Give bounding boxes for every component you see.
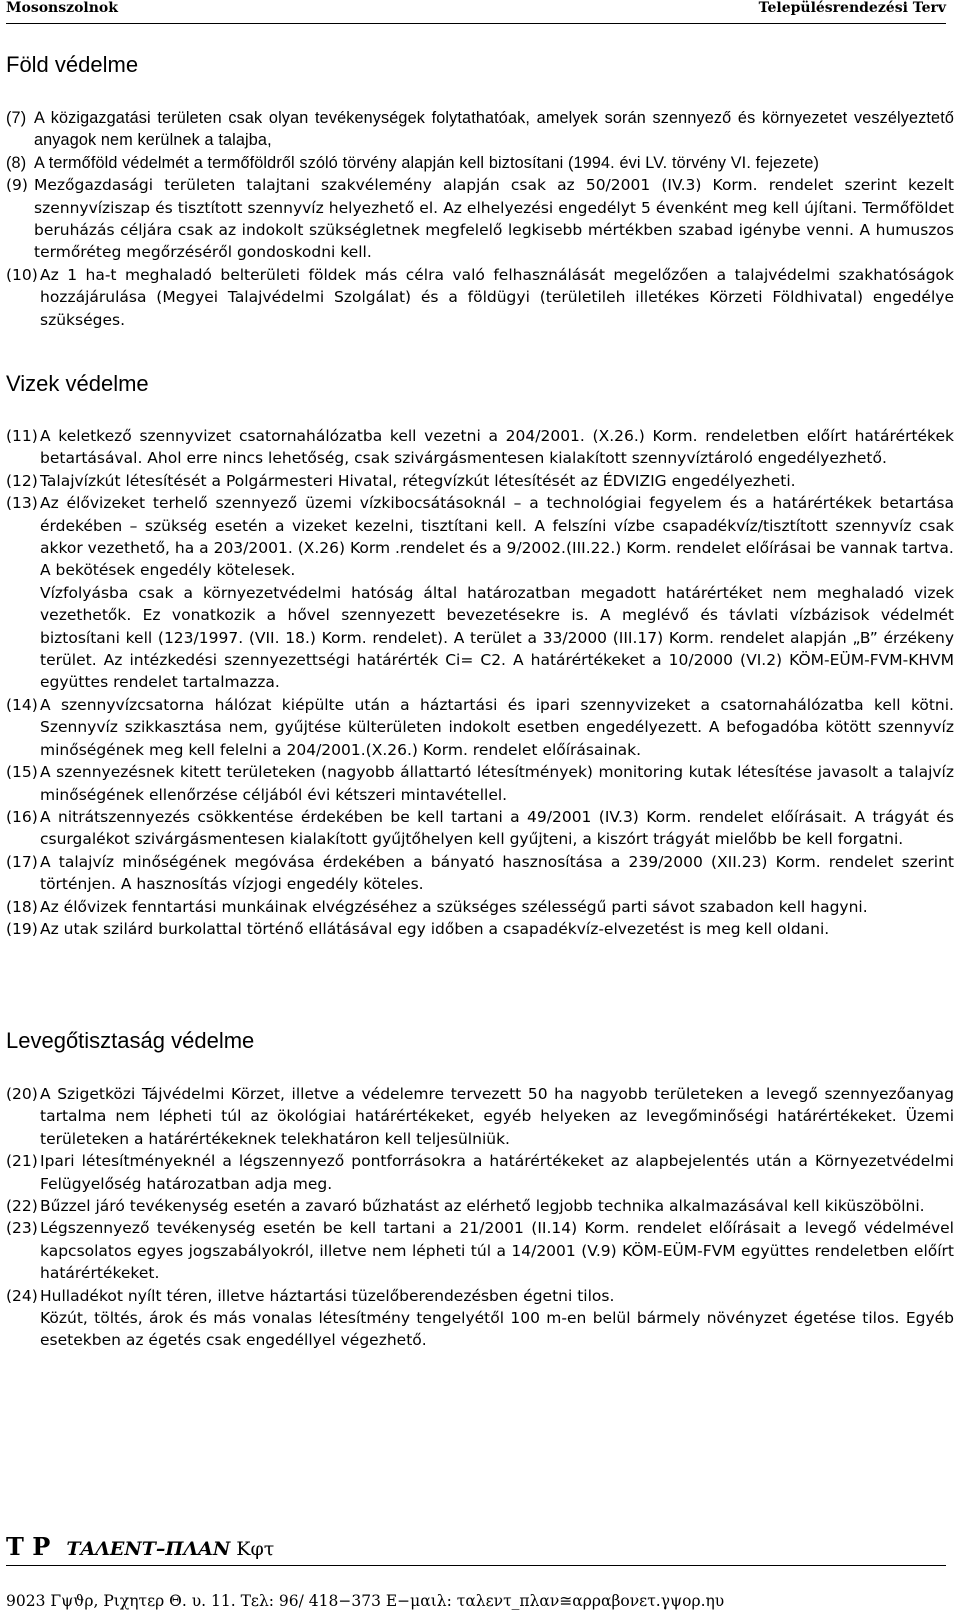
- item-text: Talajvízkút létesítését a Polgármesteri Hivatal, rétegvízkút létesítését az ÉDVIZIG engedélyezheti.: [40, 471, 796, 490]
- list-item: [6, 1285, 954, 1307]
- list-item: [6, 152, 954, 174]
- list-item: [6, 1217, 954, 1284]
- item-number: (14): [6, 695, 38, 714]
- item-number: (18): [6, 897, 38, 916]
- list-item-continuation: Vízfolyásba csak a környezetvédelmi hatóság által határozatban megadott határértéket nem meghaladó vizek vezethetők. Ez vonatkozik a hővel szennyezett bevezetésekre is. A meglévő és távlati vízbázisok védelmét biztosítani kell (123/1997. (VII. 18.) Korm. rendelet). A terület a 33/2000 (III.17) Korm. rendelet alapján „B” érzékeny terület. Az intézkedési szennyezettségi határérték Ci= C2. A határértékeket a 10/2000 (VI.2) KÖM-EÜM-FVM-KHVM együttes rendelet tartalmazza.: [40, 583, 954, 692]
- item-text: Hulladékot nyílt téren, illetve háztartási tüzelőberendezésben égetni tilos.: [40, 1286, 615, 1305]
- item-number: (24): [6, 1286, 38, 1305]
- list-item: [6, 694, 954, 761]
- list-item: [6, 264, 954, 331]
- footer-divider: [6, 1565, 946, 1566]
- item-text: A közigazgatási területen csak olyan tevékenységek folytathatóak, amelyek során szennyező és környezetet veszélyeztető anyagok nem kerülnek a talajba,: [34, 109, 954, 150]
- list-item: [6, 174, 954, 264]
- item-text: Az 1 ha-t meghaladó belterületi földek más célra való felhasználását megelőzően a talajvédelmi szakhatóságok hozzájárulása (Megyei Talajvédelmi Szolgálat) és a földügyi (területileh illetékes Körzeti Földhivatal) engedélye szükséges.: [40, 265, 954, 329]
- list-item: [6, 806, 954, 851]
- item-text: Az élővizeket terhelő szennyező üzemi vízkibocsátásoknál – a technológiai fegyelem és a határértékek betartása érdekében – szükség esetén a vizeket kezelni, tisztítani kell. A felszíni vízbe csapadékvíz/tisztított szennyvíz csak akkor vezethető, ha a 203/2001. (X.26) Korm .rendelet és a 9/2002.(III.22.) Korm. rendelet előírásai be vannak tartva.: [40, 494, 954, 558]
- footer-address: 9023 Γψϑρ, Ριχητερ Θ. υ. 11. Τελ: 96/ 418−373 Ε−μαιλ: ταλεντ_πλαν≅αρραβονετ.γψορ.ηυ: [6, 1592, 725, 1610]
- item-text: Bűzzel járó tevékenység esetén a zavaró bűzhatást az elérhető legjobb technika alkalmazásával kell kiküszöbölni.: [40, 1197, 925, 1216]
- page-header: [6, 0, 946, 20]
- item-number: (17): [6, 852, 38, 871]
- list-item: [6, 851, 954, 896]
- item-text: A termőföld védelmét a termőföldről szóló törvény alapján kell biztosítani (1994. évi LV. törvény VI. fejezete): [34, 153, 820, 172]
- item-text: Ipari létesítményeknél a légszennyező pontforrásokra a határértékeket az alapbejelentés után a Környezetvédelmi Felügyelőség határozatban adja meg.: [40, 1152, 954, 1193]
- item-number: (19): [6, 919, 38, 938]
- item-number: (23): [6, 1219, 38, 1238]
- item-number: (9): [6, 176, 28, 195]
- header-divider: [6, 23, 946, 24]
- list-item: [6, 470, 954, 492]
- logo-company-name: ΤΑΛΕΝΤ–ΠΛΑΝ: [66, 1538, 231, 1560]
- item-text: A Szigetközi Tájvédelmi Körzet, illetve a védelemre tervezett 50 ha nagyobb területeken a levegő szennyezőanyag tartalma nem lépheti túl az ökológiai határértékeket, egyéb helyeken az levegőminőségi határértékeket. Üzemi területeken a határértékeknek telekhatáron kell teljesülniük.: [40, 1085, 954, 1148]
- list-item: [6, 896, 954, 918]
- item-text: Légszennyező tevékenység esetén be kell tartani a 21/2001 (II.14) Korm. rendelet előírásait a levegő védelmével kapcsolatos egyes jogszabályokról, illetve nem lépheti túl a 14/2001 (V.9) KÖM-EÜM-FVM együttes rendeletben előírt határértékeket.: [40, 1219, 954, 1283]
- item-text: Az élővizek fenntartási munkáinak elvégzéséhez a szükséges szélességű parti sávot szabadon kell hagyni.: [40, 897, 868, 916]
- header-municipality: Mosonszolnok: [6, 0, 118, 16]
- list-item: [6, 492, 954, 559]
- section-title-viz: Vizek védelme: [6, 371, 149, 396]
- footer-company-logo: [6, 1532, 274, 1561]
- item-number: (10): [6, 265, 38, 284]
- item-number: (22): [6, 1197, 38, 1216]
- list-item: [6, 1083, 954, 1150]
- item-number: (15): [6, 763, 38, 782]
- section-title-levego: Levegőtisztaság védelme: [6, 1028, 255, 1053]
- logo-company-suffix: Κφτ: [236, 1538, 275, 1560]
- list-item: [6, 1195, 954, 1217]
- list-item-continuation: Közút, töltés, árok és más vonalas létesítmény tengelyétől 100 m-en belül bármely növényzet égetése tilos. Egyéb esetekben az égetés csak engedéllyel végezhető.: [40, 1309, 954, 1350]
- item-text: A keletkező szennyvizet csatornahálózatba kell vezetni a 204/2001. (X.26.) Korm. rendeletben előírt határértékek betartásával. Ahol erre nincs lehetőség, csak szivárgásmentesen kialakított szennyvíztároló engedélyezhető.: [40, 427, 954, 468]
- logo-letters: T P: [6, 1532, 51, 1561]
- item-number: (20): [6, 1085, 38, 1103]
- list-item: [6, 1150, 954, 1195]
- section-fold: [6, 107, 954, 331]
- section-title-fold: Föld védelme: [6, 52, 139, 77]
- item-number: (12): [6, 471, 38, 490]
- item-text: Mezőgazdasági területen talajtani szakvélemény alapján csak az 50/2001 (IV.3) Korm. rendelet szerint kezelt szennyvíziszap és tisztított szennyvíz helyezhető el. Az elhelyezési engedélyt 5 évenként meg kell újítani. Termőföldet beruházás céljára csak az indokolt szükségletnek megfelelő legkisebb mértékben szabad igénybe venni. A humuszos termőréteg megőrzéséről gondoskodni kell.: [34, 176, 954, 262]
- header-document-type: Településrendezési Terv: [758, 0, 946, 16]
- item-text: A talajvíz minőségének megóvása érdekében a bányató hasznosítása a 239/2000 (XII.23) Korm. rendelet szerint történjen. A hasznosítás vízjogi engedély köteles.: [40, 852, 954, 894]
- list-item: [6, 107, 954, 152]
- item-text: Az utak szilárd burkolattal történő ellátásával egy időben a csapadékvíz-elvezetést is meg kell oldani.: [40, 919, 830, 938]
- list-item-continuation: A bekötések engedély kötelesek.: [40, 561, 296, 580]
- item-text: A szennyvízcsatorna hálózat kiépülte után a háztartási és ipari szennyvizeket a csatornahálózatba kell kötni. Szennyvíz szikkasztása nem, gyűjtése külterületen indokolt esetben engedélyezett. A befogadóba kötött szennyvíz minőségének meg kell felelni a 204/2001.(X.26.) Korm. rendelet előírásainak.: [40, 695, 954, 759]
- item-number: (21): [6, 1152, 38, 1171]
- item-number: (8): [6, 153, 27, 172]
- item-number: (16): [6, 807, 38, 826]
- item-text: A nitrátszennyezés csökkentése érdekében be kell tartani a 49/2001 (IV.3) Korm. rendelet előírásait. A trágyát és csurgalékot szivárgásmentesen kialakított gyűjtőhelyen kell gyűjteni, a kiszórt trágyát mielőbb be kell forgatni.: [40, 807, 954, 849]
- section-levego: [6, 1083, 954, 1352]
- item-number: (7): [6, 109, 27, 127]
- list-item: [6, 918, 954, 940]
- section-viz: [6, 425, 954, 940]
- item-text: A szennyezésnek kitett területeken (nagyobb állattartó létesítmények) monitoring kutak létesítése javasolt a talajvíz minőségének ellenőrzése céljából évi kétszeri mintavétellel.: [40, 763, 954, 804]
- item-number: (11): [6, 427, 38, 445]
- item-number: (13): [6, 494, 38, 513]
- list-item: [6, 761, 954, 806]
- list-item: [6, 425, 954, 470]
